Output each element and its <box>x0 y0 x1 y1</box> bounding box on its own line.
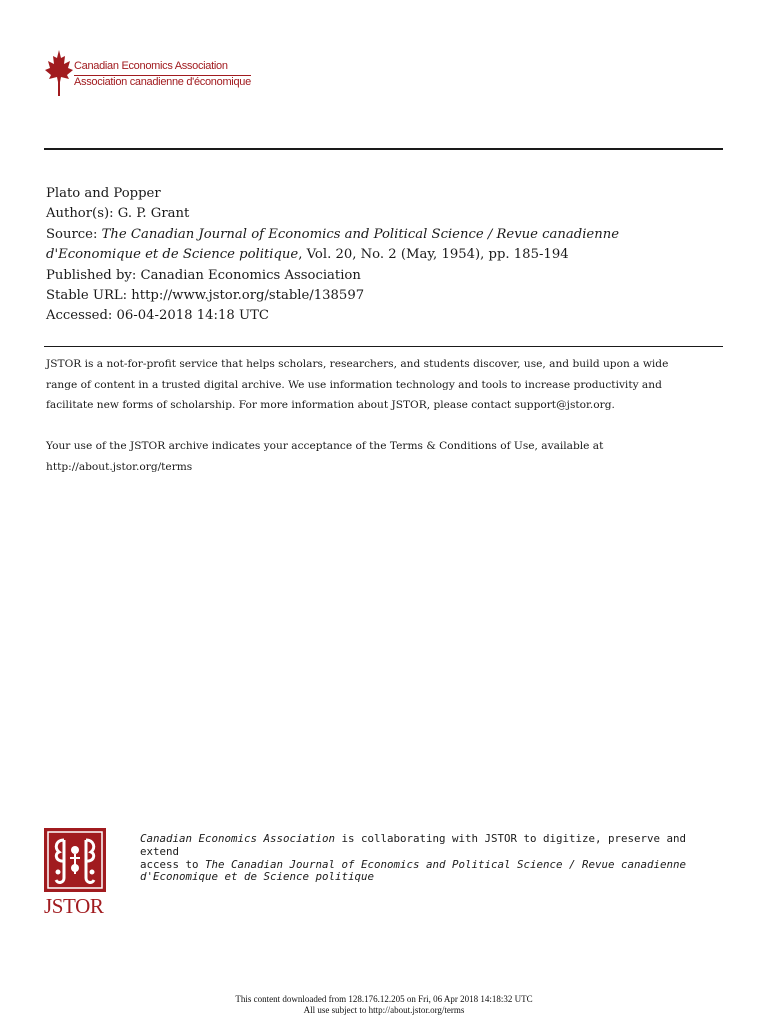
publisher-value: Canadian Economics Association <box>140 267 361 283</box>
stable-url-label: Stable URL: <box>46 288 132 304</box>
article-title: Plato and Popper <box>46 186 161 201</box>
footer-terms-link[interactable]: All use subject to http://about.jstor.org/terms <box>303 1004 465 1015</box>
stable-url-line <box>46 286 726 306</box>
authors-label: Author(s): <box>46 206 118 222</box>
terms-url-link[interactable]: http://about.jstor.org/terms <box>46 460 193 473</box>
source-line-1 <box>46 225 726 245</box>
journal-title-part-1: The Canadian Journal of Economics and Political Science / Revue canadienne <box>101 226 620 242</box>
collab-journal-b: d'Economique et de Science politique <box>140 870 375 884</box>
notice-line: facilitate new forms of scholarship. For more information about JSTOR, please contact support@jstor.org. <box>46 399 615 412</box>
journal-title-part-2: d'Economique et de Science politique <box>46 247 299 263</box>
middle-divider <box>44 346 723 347</box>
accessed-line <box>46 306 726 326</box>
jstor-logo <box>44 828 108 920</box>
cea-logo <box>44 48 251 98</box>
jstor-emblem-icon <box>44 828 106 892</box>
terms-line: Your use of the JSTOR archive indicates your acceptance of the Terms & Conditions of Use, available at <box>46 440 604 452</box>
source-line-2 <box>46 245 726 265</box>
collab-text-1: is collaborating with JSTOR to digitize, preserve and extend <box>140 832 687 858</box>
published-label: Published by: <box>46 267 141 283</box>
jstor-wordmark: JSTOR <box>44 894 104 918</box>
accessed-label: Accessed: <box>46 308 117 324</box>
published-line <box>46 266 726 286</box>
collab-journal-a: The Canadian Journal of Economics and Political Science / Revue canadienne <box>205 857 687 871</box>
accessed-value: 06-04-2018 14:18 UTC <box>116 308 269 324</box>
cea-name-french: Association canadienne d'économique <box>74 76 251 88</box>
top-divider <box>44 148 723 150</box>
collab-line-3 <box>140 871 700 884</box>
jstor-notice <box>46 354 726 416</box>
collab-org: Canadian Economics Association <box>140 832 336 845</box>
source-label: Source: <box>46 226 102 242</box>
authors-line <box>46 204 726 224</box>
cea-name-english: Canadian Economics Association <box>74 60 228 72</box>
collaboration-statement <box>140 833 700 884</box>
terms-notice <box>46 436 726 477</box>
footer-download-info: This content downloaded from 128.176.12.205 on Fri, 06 Apr 2018 14:18:32 UTC <box>235 994 533 1004</box>
article-metadata <box>46 184 726 327</box>
notice-line: range of content in a trusted digital archive. We use information technology and tools to increase productivity and <box>46 378 662 391</box>
collab-text-2: access to <box>140 857 206 871</box>
authors-value: G. P. Grant <box>117 206 190 222</box>
stable-url-link[interactable]: http://www.jstor.org/stable/138597 <box>131 288 365 304</box>
citation: , Vol. 20, No. 2 (May, 1954), pp. 185-194 <box>298 247 569 263</box>
cea-wordmark <box>74 60 264 90</box>
notice-line: JSTOR is a not-for-profit service that helps scholars, researchers, and students discover, use, and build upon a wide <box>46 358 669 370</box>
maple-leaf-icon <box>44 48 74 96</box>
collab-line-1 <box>140 833 700 859</box>
download-footer <box>0 994 768 1015</box>
